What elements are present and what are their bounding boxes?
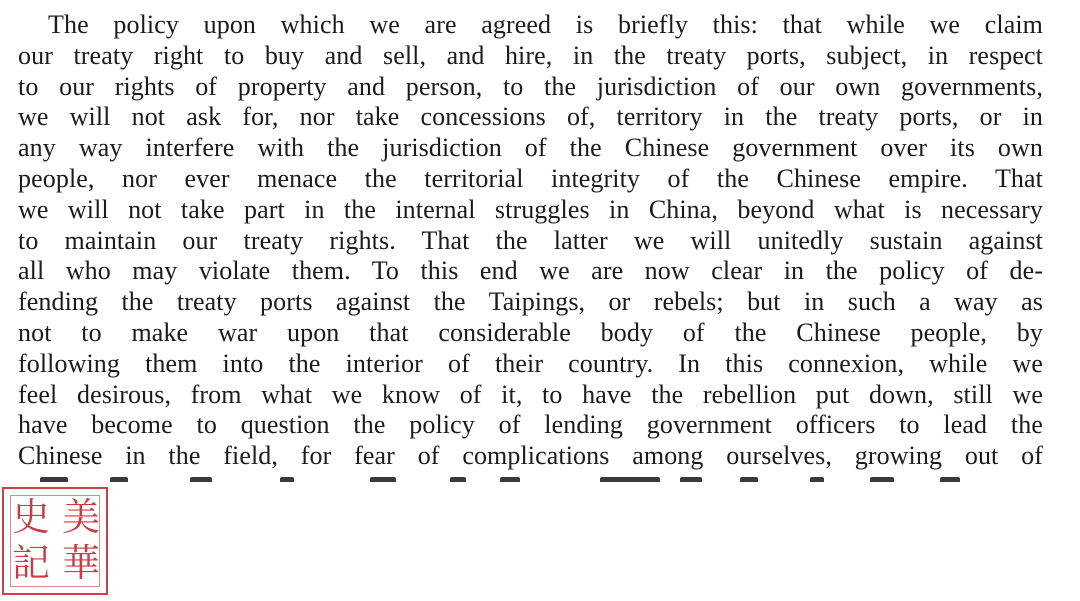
text-line: we will not ask for, nor take concessions of, territory in the treaty ports, or in	[18, 102, 1043, 132]
text-line: we will not take part in the internal struggles in China, beyond what is necessary	[18, 194, 1043, 224]
seal-character: 史	[11, 495, 50, 539]
text-line: fending the treaty ports against the Taipings, or rebels; but in such a way as	[18, 287, 1043, 317]
text-line: following them into the interior of their country. In this connexion, while we	[18, 348, 1043, 378]
text-line: The policy upon which we are agreed is briefly this: that while we claim	[48, 10, 1043, 39]
seal-character: 美	[61, 495, 100, 539]
text-line: any way interfere with the jurisdiction of the Chinese government over its own	[18, 133, 1043, 163]
text-line: to our rights of property and person, to the jurisdiction of our own governments,	[18, 71, 1043, 101]
text-line: our treaty right to buy and sell, and hire, in the treaty ports, subject, in respect	[18, 40, 1043, 70]
text-line: feel desirous, from what we know of it, to have the rebellion put down, still we	[18, 379, 1043, 409]
text-line: to maintain our treaty rights. That the latter we will unitedly sustain against	[18, 225, 1043, 255]
text-line: all who may violate them. To this end we are now clear in the policy of de-	[18, 256, 1043, 286]
cropped-next-line-fragment	[40, 474, 1040, 482]
seal-character: 記	[11, 541, 50, 585]
text-line: Chinese in the field, for fear of complications among ourselves, growing out of	[18, 441, 1043, 471]
text-line: people, nor ever menace the territorial integrity of the Chinese empire. That	[18, 163, 1043, 193]
text-line: not to make war upon that considerable body of the Chinese people, by	[18, 317, 1043, 347]
seal-character: 華	[61, 541, 100, 585]
text-line: have become to question the policy of lending government officers to lead the	[18, 410, 1043, 440]
watermark-seal	[2, 487, 108, 595]
document-text-block	[18, 10, 1043, 476]
